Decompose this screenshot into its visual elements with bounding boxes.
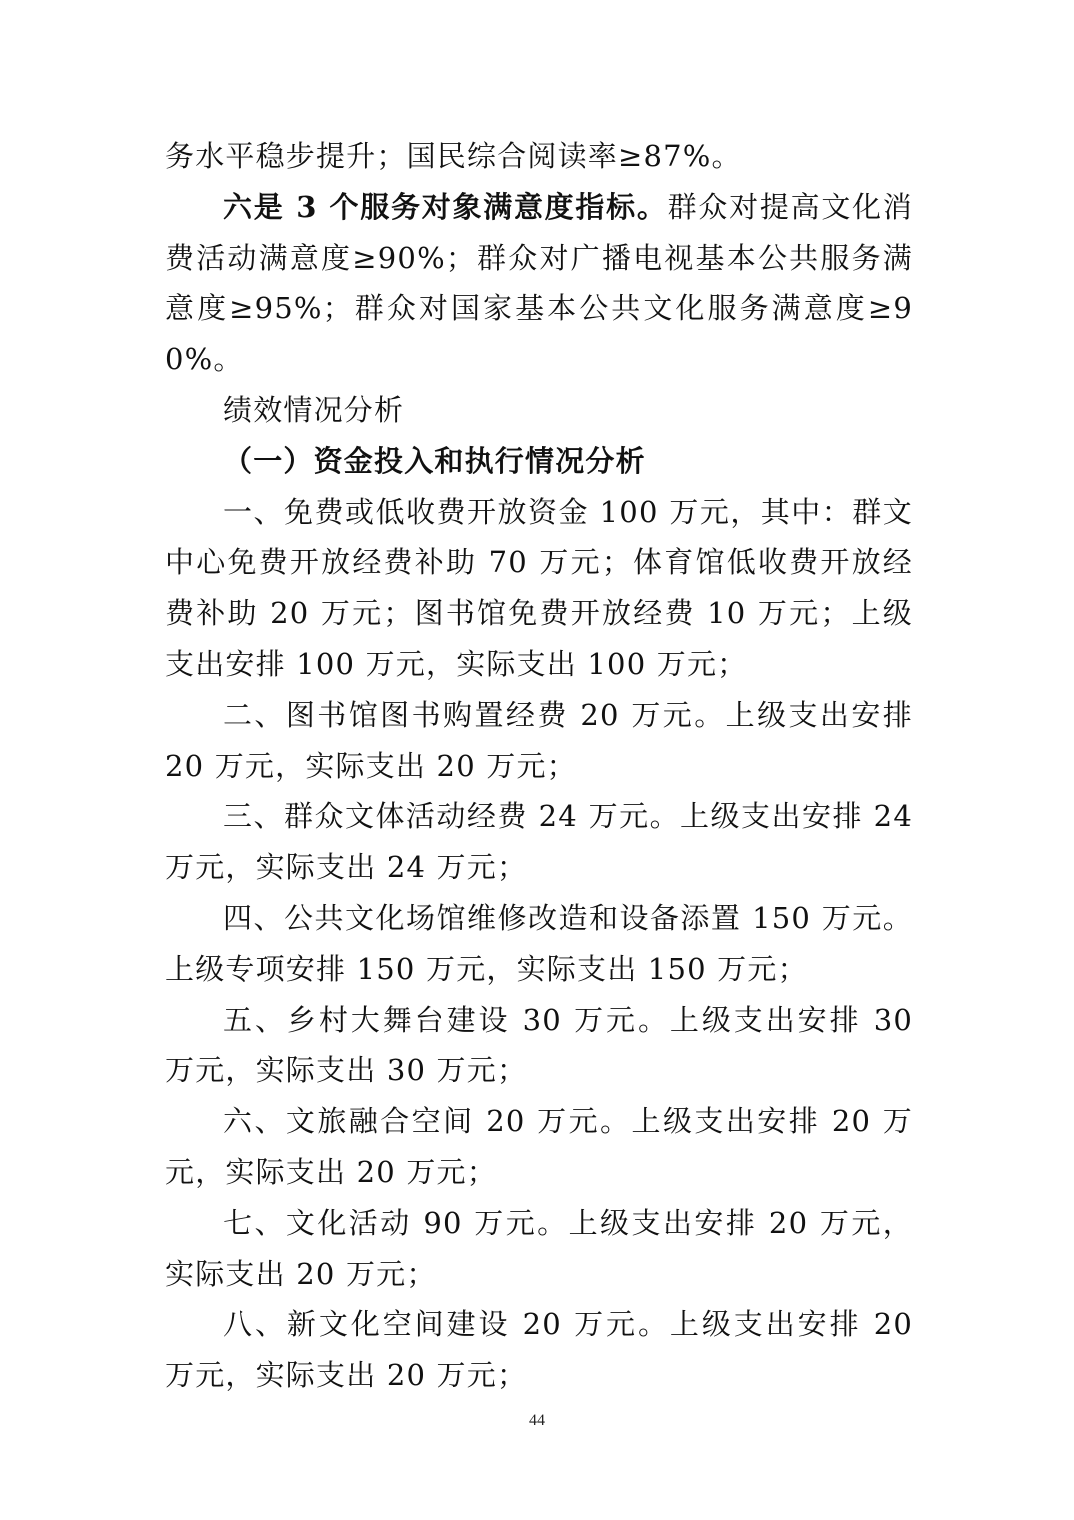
list-item-8: 八、新文化空间建设 20 万元。上级支出安排 20 万元，实际支出 20 万元； [165, 1307, 913, 1393]
list-item-5: 五、乡村大舞台建设 30 万元。上级支出安排 30 万元，实际支出 30 万元； [165, 1002, 913, 1088]
list-item-3: 三、群众文体活动经费 24 万元。上级支出安排 24 万元，实际支出 24 万元； [165, 799, 913, 885]
document-body [165, 131, 913, 1401]
list-item-2: 二、图书馆图书购置经费 20 万元。上级支出安排 20 万元，实际支出 20 万元； [165, 697, 913, 783]
paragraph-body: 群众对提高文化消费活动满意度≥90%；群众对广播电视基本公共服务满意度≥95%；群众对国家基本公共文化服务满意度≥90%。 [165, 189, 913, 377]
paragraph-lead-bold: 六是 3 个服务对象满意度指标。 [223, 189, 668, 224]
list-item-7: 七、文化活动 90 万元。上级支出安排 20 万元，实际支出 20 万元； [165, 1205, 913, 1291]
page-number: 44 [529, 1412, 545, 1429]
subsection-title-funding-analysis: （一）资金投入和执行情况分析 [223, 443, 646, 478]
list-item-6: 六、文旅融合空间 20 万元。上级支出安排 20 万元，实际支出 20 万元； [165, 1104, 913, 1189]
list-item-1: 一、免费或低收费开放资金 100 万元，其中：群文中心免费开放经费补助 70 万元；体育馆低收费开放经费补助 20 万元；图书馆免费开放经费 10 万元；上级支出安排 100 万元，实际支出 100 万元； [165, 494, 913, 681]
paragraph-continuation: 务水平稳步提升；国民综合阅读率≥87%。 [165, 139, 742, 173]
list-item-4: 四、公共文化场馆维修改造和设备添置 150 万元。上级专项安排 150 万元，实际支出 150 万元； [165, 900, 913, 986]
paragraph-satisfaction-indicators [165, 182, 913, 385]
section-title-performance-analysis: 绩效情况分析 [223, 392, 405, 427]
